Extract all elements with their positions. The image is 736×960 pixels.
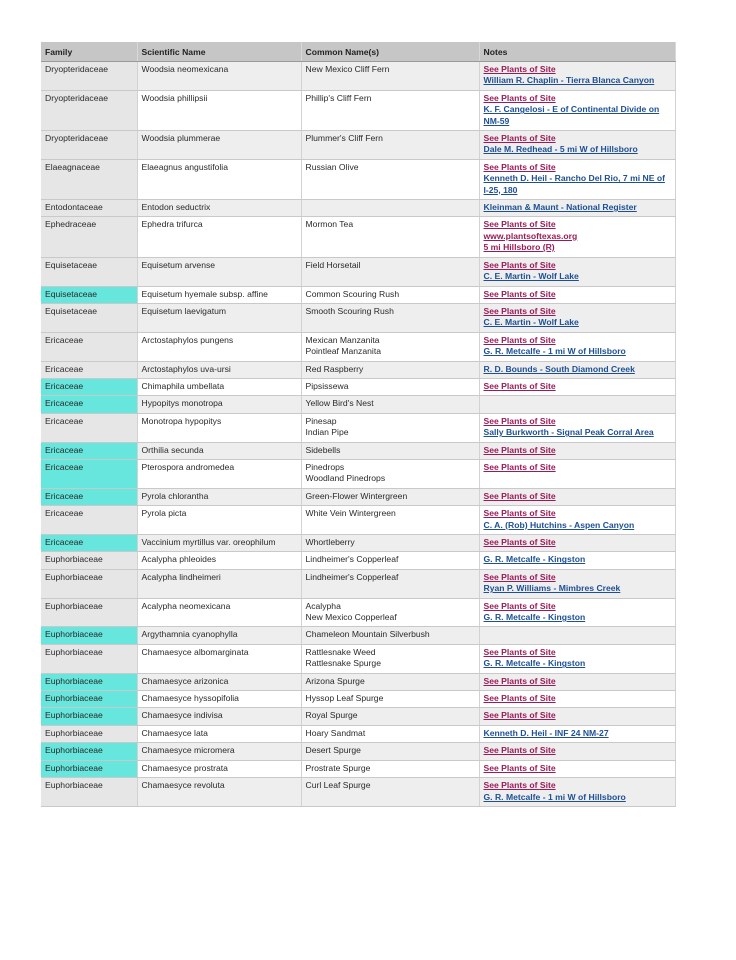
- cell-common-names: [301, 673, 479, 690]
- cell-common-names: [301, 778, 479, 807]
- cell-scientific-name: Woodsia plummerae: [137, 131, 301, 160]
- table-row: [41, 673, 675, 690]
- common-name: New Mexico Cliff Fern: [305, 64, 390, 74]
- cell-common-names: [301, 488, 479, 505]
- cell-notes: [479, 708, 675, 725]
- cell-scientific-name: Argythamnia cyanophylla: [137, 627, 301, 644]
- cell-notes: [479, 627, 675, 644]
- common-name: Indian Pipe: [305, 427, 349, 438]
- cell-family: Euphorbiaceae: [41, 569, 137, 598]
- cell-scientific-name: Ephedra trifurca: [137, 217, 301, 257]
- common-name: Curl Leaf Spurge: [305, 780, 371, 791]
- header-common-names: Common Name(s): [301, 42, 479, 62]
- collector-record-link[interactable]: Dale M. Redhead - 5 mi W of Hillsboro: [483, 144, 638, 155]
- table-row: [41, 361, 675, 378]
- table-row: [41, 442, 675, 459]
- cell-scientific-name: Hypopitys monotropa: [137, 396, 301, 413]
- cell-notes: [479, 725, 675, 742]
- cell-scientific-name: Entodon seductrix: [137, 200, 301, 217]
- table-row: [41, 303, 675, 332]
- cell-notes: [479, 691, 675, 708]
- plants-of-site-link[interactable]: See Plants of Site: [483, 710, 556, 721]
- collector-record-link[interactable]: C. A. (Rob) Hutchins - Aspen Canyon: [483, 519, 635, 530]
- table-row: [41, 488, 675, 505]
- collector-record-link[interactable]: C. E. Martin - Wolf Lake: [483, 271, 579, 282]
- common-name: Woodland Pinedrops: [305, 473, 386, 484]
- cell-common-names: [301, 627, 479, 644]
- cell-notes: [479, 743, 675, 760]
- common-name: Chameleon Mountain Silverbush: [305, 629, 430, 640]
- table-row: [41, 760, 675, 777]
- common-name: Pipsissewa: [305, 380, 349, 391]
- common-name: Green-Flower Wintergreen: [305, 490, 408, 501]
- cell-scientific-name: Equisetum arvense: [137, 257, 301, 286]
- cell-notes: [479, 378, 675, 395]
- common-name: Royal Spurge: [305, 710, 358, 721]
- cell-scientific-name: Equisetum laevigatum: [137, 303, 301, 332]
- common-name: New Mexico Copperleaf: [305, 612, 397, 623]
- cell-scientific-name: Chimaphila umbellata: [137, 378, 301, 395]
- cell-scientific-name: Chamaesyce revoluta: [137, 778, 301, 807]
- cell-notes: [479, 159, 675, 199]
- cell-common-names: [301, 286, 479, 303]
- cell-family: Euphorbiaceae: [41, 725, 137, 742]
- table-row: [41, 691, 675, 708]
- cell-scientific-name: Vaccinium myrtillus var. oreophilum: [137, 535, 301, 552]
- plants-of-site-link[interactable]: See Plants of Site: [483, 675, 556, 686]
- plants-of-site-link[interactable]: See Plants of Site: [483, 461, 556, 472]
- cell-scientific-name: Arctostaphylos pungens: [137, 332, 301, 361]
- plants-of-site-link[interactable]: See Plants of Site: [483, 380, 556, 391]
- cell-scientific-name: Pyrola picta: [137, 506, 301, 535]
- common-name: Lindheimer's Copperleaf: [305, 571, 399, 582]
- cell-common-names: [301, 535, 479, 552]
- plants-of-site-link[interactable]: See Plants of Site: [483, 288, 556, 299]
- cell-notes: [479, 598, 675, 627]
- cell-common-names: [301, 760, 479, 777]
- table-row: [41, 644, 675, 673]
- collector-record-link[interactable]: K. F. Cangelosi - E of Continental Divide on NM-59: [483, 104, 660, 126]
- common-name: Rattlesnake Spurge: [305, 658, 381, 669]
- cell-notes: [479, 413, 675, 442]
- cell-family: Dryopteridaceae: [41, 62, 137, 91]
- cell-family: Euphorbiaceae: [41, 552, 137, 569]
- cell-notes: [479, 535, 675, 552]
- cell-common-names: [301, 159, 479, 199]
- cell-family: Ericaceae: [41, 488, 137, 505]
- cell-notes: [479, 459, 675, 488]
- plants-of-site-link[interactable]: See Plants of Site: [483, 259, 556, 270]
- plants-of-site-link[interactable]: See Plants of Site: [483, 219, 556, 230]
- cell-scientific-name: Chamaesyce hyssopifolia: [137, 691, 301, 708]
- cell-family: Ericaceae: [41, 332, 137, 361]
- table-row: [41, 90, 675, 130]
- common-name: Acalypha: [305, 600, 341, 611]
- plants-of-site-link[interactable]: See Plants of Site: [483, 600, 556, 611]
- table-row: [41, 217, 675, 257]
- cell-common-names: [301, 396, 479, 413]
- cell-scientific-name: Woodsia phillipsii: [137, 90, 301, 130]
- table-row: [41, 569, 675, 598]
- cell-scientific-name: Chamaesyce arizonica: [137, 673, 301, 690]
- cell-notes: [479, 644, 675, 673]
- cell-common-names: [301, 506, 479, 535]
- common-name: Hoary Sandmat: [305, 727, 366, 738]
- table-row: [41, 332, 675, 361]
- cell-family: Equisetaceae: [41, 257, 137, 286]
- common-name: Prostrate Spurge: [305, 762, 371, 773]
- cell-scientific-name: Acalypha neomexicana: [137, 598, 301, 627]
- common-name: Yellow Bird's Nest: [305, 398, 374, 409]
- cell-notes: [479, 506, 675, 535]
- collector-record-link[interactable]: William R. Chaplin - Tierra Blanca Canyon: [483, 75, 655, 86]
- cell-common-names: [301, 303, 479, 332]
- plants-of-site-link[interactable]: See Plants of Site: [483, 92, 556, 103]
- cell-notes: [479, 488, 675, 505]
- plants-of-site-link[interactable]: See Plants of Site: [483, 508, 556, 519]
- cell-family: Ericaceae: [41, 378, 137, 395]
- cell-notes: [479, 361, 675, 378]
- table-row: [41, 778, 675, 807]
- plants-of-site-link[interactable]: See Plants of Site: [483, 444, 556, 455]
- cell-family: Elaeagnaceae: [41, 159, 137, 199]
- plants-of-site-link[interactable]: See Plants of Site: [483, 64, 556, 74]
- table-body: [41, 62, 675, 807]
- collector-record-link[interactable]: Sally Burkworth - Signal Peak Corral Area: [483, 427, 654, 438]
- common-name: Sidebells: [305, 444, 341, 455]
- collector-record-link[interactable]: G. R. Metcalfe - Kingston: [483, 612, 586, 623]
- cell-common-names: [301, 552, 479, 569]
- cell-notes: [479, 569, 675, 598]
- table-row: [41, 725, 675, 742]
- cell-common-names: [301, 200, 479, 217]
- cell-notes: [479, 673, 675, 690]
- table-row: [41, 159, 675, 199]
- table-row: [41, 708, 675, 725]
- common-name: Pointleaf Manzanita: [305, 346, 381, 357]
- plants-of-site-link[interactable]: See Plants of Site: [483, 161, 556, 172]
- cell-scientific-name: Pyrola chlorantha: [137, 488, 301, 505]
- cell-common-names: [301, 644, 479, 673]
- plants-of-site-link[interactable]: See Plants of Site: [483, 745, 556, 756]
- plants-of-site-link[interactable]: See Plants of Site: [483, 305, 556, 316]
- cell-common-names: [301, 257, 479, 286]
- header-scientific-name: Scientific Name: [137, 42, 301, 62]
- cell-common-names: [301, 725, 479, 742]
- common-name: Phillip's Cliff Fern: [305, 92, 372, 103]
- cell-family: Ericaceae: [41, 361, 137, 378]
- collector-record-link[interactable]: Kenneth D. Heil - INF 24 NM-27: [483, 727, 609, 738]
- collector-record-link[interactable]: G. R. Metcalfe - 1 mi W of Hillsboro: [483, 791, 626, 802]
- cell-notes: [479, 552, 675, 569]
- cell-family: Euphorbiaceae: [41, 778, 137, 807]
- cell-scientific-name: Chamaesyce prostrata: [137, 760, 301, 777]
- cell-common-names: [301, 442, 479, 459]
- cell-family: Equisetaceae: [41, 303, 137, 332]
- cell-common-names: [301, 691, 479, 708]
- cell-notes: [479, 396, 675, 413]
- cell-family: Ericaceae: [41, 396, 137, 413]
- cell-notes: [479, 257, 675, 286]
- cell-family: Euphorbiaceae: [41, 627, 137, 644]
- table-row: [41, 598, 675, 627]
- table-row: [41, 396, 675, 413]
- cell-common-names: [301, 413, 479, 442]
- plant-table: [41, 42, 676, 807]
- cell-scientific-name: Orthilia secunda: [137, 442, 301, 459]
- table-row: [41, 743, 675, 760]
- common-name: Pinedrops: [305, 461, 345, 472]
- cell-family: Ericaceae: [41, 442, 137, 459]
- common-name: White Vein Wintergreen: [305, 508, 396, 519]
- table-row: [41, 413, 675, 442]
- common-name: Smooth Scouring Rush: [305, 305, 394, 316]
- plants-of-site-link[interactable]: See Plants of Site: [483, 490, 556, 501]
- cell-notes: [479, 332, 675, 361]
- header-family: Family: [41, 42, 137, 62]
- common-name: Arizona Spurge: [305, 675, 365, 686]
- plants-of-site-link[interactable]: See Plants of Site: [483, 133, 556, 144]
- cell-common-names: [301, 90, 479, 130]
- common-name: Desert Spurge: [305, 745, 361, 756]
- cell-scientific-name: Monotropa hypopitys: [137, 413, 301, 442]
- cell-notes: [479, 200, 675, 217]
- cell-notes: [479, 131, 675, 160]
- cell-common-names: [301, 62, 479, 91]
- cell-family: Dryopteridaceae: [41, 131, 137, 160]
- header-notes: Notes: [479, 42, 675, 62]
- collector-record-link[interactable]: G. R. Metcalfe - Kingston: [483, 554, 586, 565]
- cell-scientific-name: Chamaesyce albomarginata: [137, 644, 301, 673]
- cell-notes: [479, 778, 675, 807]
- cell-scientific-name: Chamaesyce micromera: [137, 743, 301, 760]
- common-name: Field Horsetail: [305, 259, 361, 270]
- cell-scientific-name: Arctostaphylos uva-ursi: [137, 361, 301, 378]
- plants-of-site-link[interactable]: See Plants of Site: [483, 693, 556, 704]
- cell-notes: [479, 303, 675, 332]
- cell-common-names: [301, 598, 479, 627]
- cell-family: Ericaceae: [41, 459, 137, 488]
- collector-record-link[interactable]: R. D. Bounds - South Diamond Creek: [483, 363, 635, 374]
- cell-family: Euphorbiaceae: [41, 673, 137, 690]
- cell-scientific-name: Pterospora andromedea: [137, 459, 301, 488]
- cell-family: Dryopteridaceae: [41, 90, 137, 130]
- cell-common-names: [301, 743, 479, 760]
- cell-common-names: [301, 217, 479, 257]
- plant-list-sheet: [41, 42, 675, 807]
- common-name: Mexican Manzanita: [305, 334, 380, 345]
- cell-family: Ericaceae: [41, 535, 137, 552]
- table-row: [41, 506, 675, 535]
- common-name: Common Scouring Rush: [305, 288, 400, 299]
- cell-scientific-name: Elaeagnus angustifolia: [137, 159, 301, 199]
- table-row: [41, 459, 675, 488]
- cell-common-names: [301, 459, 479, 488]
- collector-record-link[interactable]: G. R. Metcalfe - Kingston: [483, 658, 586, 669]
- cell-family: Euphorbiaceae: [41, 760, 137, 777]
- collector-record-link[interactable]: G. R. Metcalfe - 1 mi W of Hillsboro: [483, 346, 626, 357]
- cell-common-names: [301, 378, 479, 395]
- cell-common-names: [301, 569, 479, 598]
- plants-of-site-link[interactable]: See Plants of Site: [483, 415, 556, 426]
- cell-notes: [479, 62, 675, 91]
- plants-of-site-link[interactable]: 5 mi Hillsboro (R): [483, 242, 555, 253]
- common-name: Hyssop Leaf Spurge: [305, 693, 384, 704]
- cell-notes: [479, 442, 675, 459]
- cell-scientific-name: Equisetum hyemale subsp. affine: [137, 286, 301, 303]
- header-row: [41, 42, 675, 62]
- cell-family: Euphorbiaceae: [41, 691, 137, 708]
- cell-family: Ephedraceae: [41, 217, 137, 257]
- plants-of-site-link[interactable]: See Plants of Site: [483, 537, 556, 547]
- common-name: Red Raspberry: [305, 363, 364, 374]
- cell-family: Euphorbiaceae: [41, 644, 137, 673]
- table-row: [41, 131, 675, 160]
- cell-notes: [479, 90, 675, 130]
- cell-family: Entodontaceae: [41, 200, 137, 217]
- common-name: Pinesap: [305, 415, 337, 426]
- cell-family: Ericaceae: [41, 506, 137, 535]
- common-name: Lindheimer's Copperleaf: [305, 554, 399, 565]
- common-name: Rattlesnake Weed: [305, 646, 376, 657]
- table-row: [41, 62, 675, 91]
- cell-scientific-name: Woodsia neomexicana: [137, 62, 301, 91]
- table-row: [41, 627, 675, 644]
- cell-family: Equisetaceae: [41, 286, 137, 303]
- table-row: [41, 257, 675, 286]
- cell-scientific-name: Chamaesyce indivisa: [137, 708, 301, 725]
- common-name: Plummer's Cliff Fern: [305, 133, 383, 144]
- plants-of-site-link[interactable]: See Plants of Site: [483, 571, 556, 582]
- collector-record-link[interactable]: Kleinman & Maunt - National Register: [483, 202, 637, 213]
- cell-family: Euphorbiaceae: [41, 743, 137, 760]
- collector-record-link[interactable]: Kenneth D. Heil - Rancho Del Rio, 7 mi NE of I-25, 180: [483, 173, 665, 195]
- cell-common-names: [301, 332, 479, 361]
- table-row: [41, 378, 675, 395]
- plants-of-site-link[interactable]: See Plants of Site: [483, 646, 556, 657]
- cell-common-names: [301, 361, 479, 378]
- collector-record-link[interactable]: Ryan P. Williams - Mimbres Creek: [483, 583, 621, 594]
- cell-scientific-name: Chamaesyce lata: [137, 725, 301, 742]
- table-row: [41, 286, 675, 303]
- plants-of-site-link[interactable]: See Plants of Site: [483, 762, 556, 773]
- table-row: [41, 535, 675, 552]
- cell-family: Euphorbiaceae: [41, 708, 137, 725]
- cell-scientific-name: Acalypha lindheimeri: [137, 569, 301, 598]
- common-name: Russian Olive: [305, 161, 359, 172]
- table-row: [41, 552, 675, 569]
- table-row: [41, 200, 675, 217]
- cell-family: Ericaceae: [41, 413, 137, 442]
- cell-family: Euphorbiaceae: [41, 598, 137, 627]
- cell-notes: [479, 760, 675, 777]
- common-name: Mormon Tea: [305, 219, 354, 230]
- common-name: Whortleberry: [305, 537, 355, 547]
- cell-scientific-name: Acalypha phleoides: [137, 552, 301, 569]
- cell-notes: [479, 286, 675, 303]
- cell-notes: [479, 217, 675, 257]
- cell-common-names: [301, 131, 479, 160]
- cell-common-names: [301, 708, 479, 725]
- plants-of-site-link[interactable]: See Plants of Site: [483, 334, 556, 345]
- plants-of-site-link[interactable]: www.plantsoftexas.org: [483, 230, 578, 241]
- collector-record-link[interactable]: C. E. Martin - Wolf Lake: [483, 317, 579, 328]
- plants-of-site-link[interactable]: See Plants of Site: [483, 780, 556, 791]
